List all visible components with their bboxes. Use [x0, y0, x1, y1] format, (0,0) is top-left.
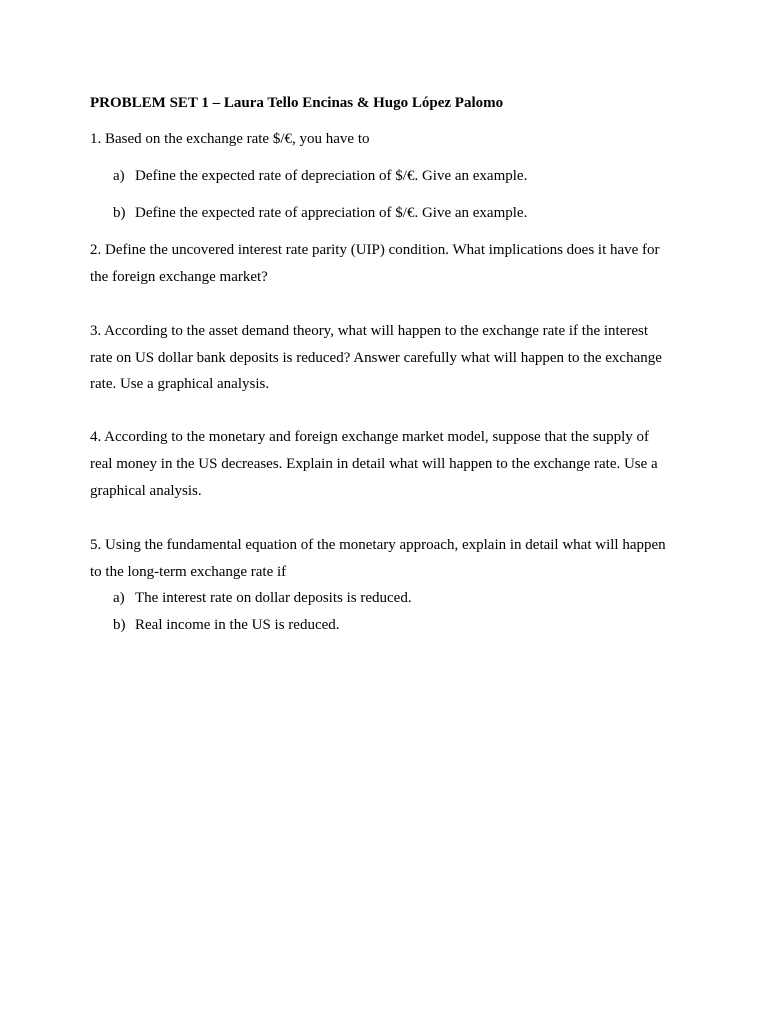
- question-5-line-2: to the long-term exchange rate if: [90, 564, 287, 580]
- question-4-line-2: real money in the US decreases. Explain in detail what will happen to the exchange rate. Use a: [90, 456, 658, 472]
- q5-item-b-marker: b): [113, 617, 126, 633]
- question-4-line-3: graphical analysis.: [90, 483, 202, 499]
- q1-item-b-marker: b): [113, 205, 126, 221]
- question-3-line-1: 3. According to the asset demand theory, what will happen to the exchange rate if the interest: [90, 323, 649, 339]
- q5-item-a-marker: a): [113, 590, 125, 606]
- q1-item-a-marker: a): [113, 168, 125, 184]
- question-2-line-2: the foreign exchange market?: [90, 269, 268, 285]
- q1-item-b-text: Define the expected rate of appreciation of $/€. Give an example.: [135, 205, 528, 221]
- q1-item-a-text: Define the expected rate of depreciation of $/€. Give an example.: [135, 168, 528, 184]
- question-2-line-1: 2. Define the uncovered interest rate parity (UIP) condition. What implications does it have for: [90, 242, 660, 258]
- question-3-line-2: rate on US dollar bank deposits is reduced? Answer carefully what will happen to the exchange: [90, 350, 662, 366]
- q5-item-b-text: Real income in the US is reduced.: [135, 617, 340, 633]
- question-1-intro: 1. Based on the exchange rate $/€, you have to: [90, 131, 370, 147]
- document-title: PROBLEM SET 1 – Laura Tello Encinas & Hugo López Palomo: [90, 95, 504, 111]
- question-3-line-3: rate. Use a graphical analysis.: [90, 376, 270, 392]
- question-5-line-1: 5. Using the fundamental equation of the monetary approach, explain in detail what will happen: [90, 537, 666, 553]
- question-4-line-1: 4. According to the monetary and foreign exchange market model, suppose that the supply of: [90, 429, 650, 445]
- q5-item-a-text: The interest rate on dollar deposits is reduced.: [135, 590, 412, 606]
